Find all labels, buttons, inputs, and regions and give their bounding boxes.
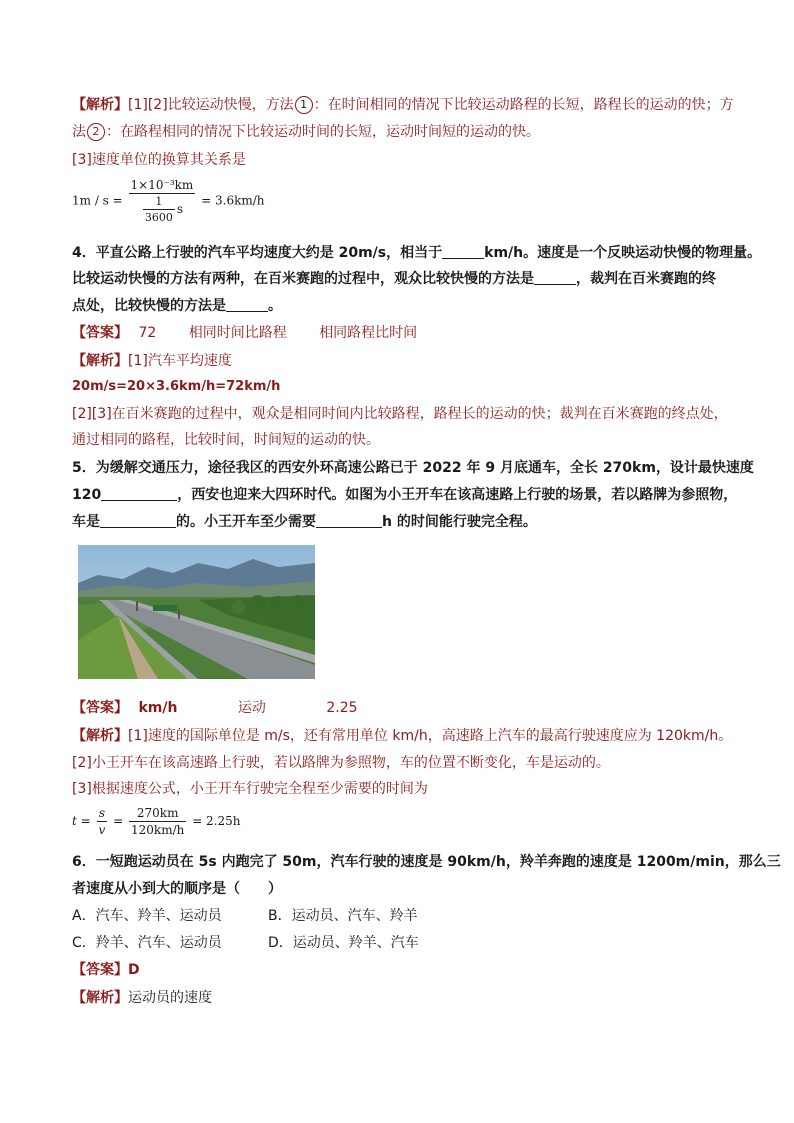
q5-line-2: 120 ，西安也迎来大四环时代。如图为小王开车在该高速路上行驶的场景，若以路牌为参照物，: [72, 487, 738, 503]
q4-analysis-line-4: 通过相同的路程，比较时间，时间短的运动的快。: [72, 432, 380, 448]
q6-line-2: 者速度从小到大的顺序是（ ）: [72, 881, 282, 897]
q6-analysis-line-1: 【解析】运动员的速度: [72, 990, 212, 1006]
answer-blank: [442, 244, 484, 259]
time-formula: t = $\frac{s}{v}$ = $\frac{270km}{120km/h}$ = 2.25h: [72, 806, 241, 837]
answer-blank: [226, 297, 268, 312]
q4-analysis-line-1: 【解析】[1]汽车平均速度: [72, 353, 232, 369]
answer-blank: [316, 513, 382, 528]
prev-analysis-line-1: 【解析】[1][2]比较运动快慢，方法 1 ：在时间相同的情况下比较运动路程的长短，路程长的运动的快；方: [72, 97, 734, 113]
q4-answer: 【答案】 72 相同时间比路程 相同路程比时间: [72, 325, 418, 341]
q4-line-3: 点处，比较快慢的方法是 。: [72, 298, 282, 314]
answer-blank: [101, 486, 177, 501]
circled-number-1: 1: [295, 96, 313, 114]
q4-line-1: 4．平直公路上行驶的汽车平均速度大约是 20m/s，相当于 km/h。速度是一个反映运动快慢的物理量。: [72, 245, 762, 261]
highway-photo: [78, 545, 315, 679]
prev-analysis-line-3: [3]速度单位的换算其关系是: [72, 152, 246, 168]
q6-answer: 【答案】D: [72, 962, 140, 978]
option-a: A．汽车、羚羊、运动员: [72, 908, 222, 924]
q4-line-2: 比较运动快慢的方法有两种，在百米赛跑的过程中，观众比较快慢的方法是 ，裁判在百米赛跑的终: [72, 271, 716, 287]
circled-number-2: 2: [87, 123, 105, 141]
option-d: D．运动员、羚羊、汽车: [268, 935, 419, 951]
q6-line-1: 6．一短跑运动员在 5s 内跑完了 50m，汽车行驶的速度是 90km/h，羚羊奔跑的速度是 1200m/min，那么三: [72, 854, 781, 870]
q5-line-1: 5．为缓解交通压力，途径我区的西安外环高速公路已于 2022 年 9 月底通车，全长 270km，设计最快速度: [72, 460, 754, 476]
q4-analysis-line-2: 20m/s=20×3.6km/h=72km/h: [72, 379, 281, 394]
analysis-tag: 【解析】: [72, 97, 128, 113]
formula-numerator: 1×10⁻³km: [130, 178, 194, 192]
q5-answer: 【答案】 km/h 运动 2.25: [72, 700, 358, 716]
prev-analysis-line-2: 法 2 ：在路程相同的情况下比较运动时间的长短，运动时间短的运动的快。: [72, 124, 540, 140]
answer-blank: [534, 270, 576, 285]
q5-analysis-line-3: [3]根据速度公式，小王开车行驶完全程至少需要的时间为: [72, 781, 428, 797]
answer-blank: [100, 513, 176, 528]
q4-analysis-line-3: [2][3]在百米赛跑的过程中，观众是相同时间内比较路程，路程长的运动的快；裁判在百米赛跑的终点处，: [72, 406, 728, 422]
q5-line-3: 车是 的。小王开车至少需要 h 的时间能行驶完全程。: [72, 514, 537, 530]
unit-conversion-formula: 1m / s = 1×10⁻³km $\frac{1}{3600}$ s = 3.6km/h: [72, 178, 265, 224]
option-c: C．羚羊、汽车、运动员: [72, 935, 222, 951]
q5-analysis-line-1: 【解析】[1]速度的国际单位是 m/s，还有常用单位 km/h，高速路上汽车的最高行驶速度应为 120km/h。: [72, 728, 733, 744]
option-b: B．运动员、汽车、羚羊: [268, 908, 418, 924]
q5-analysis-line-2: [2]小王开车在该高速路上行驶，若以路牌为参照物，车的位置不断变化，车是运动的。: [72, 755, 610, 771]
